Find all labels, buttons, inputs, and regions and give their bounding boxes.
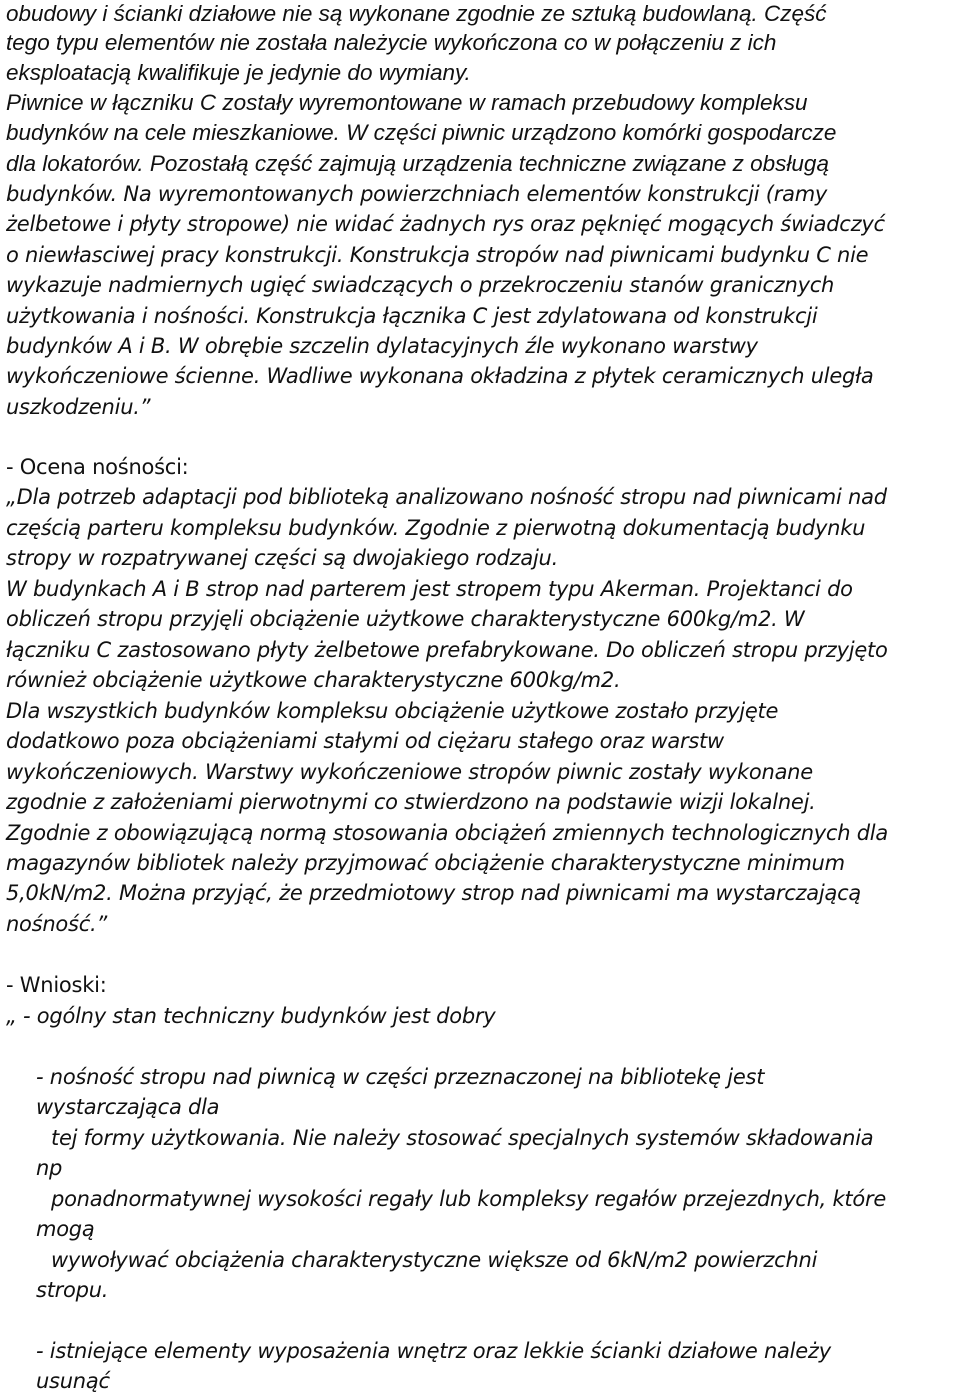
text-line: ponadnormatywnej wysokości regały lub kompleksy regałów przejezdnych, które: [51, 1187, 887, 1211]
text-line: budynków A i B. W obrębie szczelin dylatacyjnych źle wykonano warstwy: [6, 334, 758, 358]
text-line: również obciążenie użytkowe charakterystyczne 600kg/m2.: [6, 668, 621, 692]
text-line: obudowy i ścianki działowe nie są wykonane zgodnie ze sztuką budowlaną. Część: [6, 1, 827, 26]
text-line: Dla wszystkich budynków kompleksu obciążenie użytkowe zostało przyjęte: [6, 699, 779, 723]
text-line: nośność.”: [6, 912, 108, 936]
text-line: wykończeniowe ścienne. Wadliwe wykonana okładzina z płytek ceramicznych uległa: [6, 364, 874, 388]
text-line: Piwnice w łączniku C zostały wyremontowane w ramach przebudowy kompleksu: [6, 90, 808, 115]
text-line: eksploatacją kwalifikuje je jedynie do wymiany.: [6, 60, 471, 85]
text-line: wykończeniowych. Warstwy wykończeniowe stropów piwnic zostały wykonane: [6, 760, 813, 784]
text-line: wystarczająca dla: [36, 1095, 220, 1119]
text-line: np: [36, 1156, 63, 1180]
text-line: uszkodzeniu.”: [6, 395, 151, 419]
text-line: zgodnie z założeniami pierwotnymi co stwierdzono na podstawie wizji lokalnej.: [6, 790, 816, 814]
text-line: budynków na cele mieszkaniowe. W części piwnic urządzono komórki gospodarcze: [6, 120, 837, 145]
conclusion-item: „ - ogólny stan techniczny budynków jest dobry: [6, 1004, 496, 1028]
text-line: stropu.: [36, 1278, 109, 1302]
text-line: częścią parteru kompleksu budynków. Zgodnie z pierwotną dokumentacją budynku: [6, 516, 866, 540]
section-heading-load-assessment: - Ocena nośności:: [6, 455, 189, 479]
text-line: wykazuje nadmiernych ugięć swiadczących o przekroczeniu stanów granicznych: [6, 273, 835, 297]
text-line: tego typu elementów nie została należycie wykończona co w połączeniu z ich: [6, 30, 777, 55]
text-line: żelbetowe i płyty stropowe) nie widać żadnych rys oraz pęknięć mogących świadczyć: [6, 212, 885, 236]
text-line: dodatkowo poza obciążeniami stałymi od ciężaru stałego oraz warstw: [6, 729, 724, 753]
text-line: tej formy użytkowania. Nie należy stosować specjalnych systemów składowania: [51, 1126, 874, 1150]
text-line: budynków. Na wyremontowanych powierzchniach elementów konstrukcji (ramy: [6, 182, 828, 206]
text-line: magazynów bibliotek należy przyjmować obciążenie charakterystyczne minimum: [6, 851, 845, 875]
text-line: wywoływać obciążenia charakterystyczne większe od 6kN/m2 powierzchni: [51, 1248, 818, 1272]
text-line: mogą: [36, 1217, 95, 1241]
text-line: Zgodnie z obowiązującą normą stosowania obciążeń zmiennych technologicznych dla: [6, 821, 888, 845]
text-line: obliczeń stropu przyjęli obciążenie użytkowe charakterystyczne 600kg/m2. W: [6, 607, 805, 631]
text-line: „Dla potrzeb adaptacji pod biblioteką analizowano nośność stropu nad piwnicami nad: [6, 485, 887, 509]
conclusion-item: - nośność stropu nad piwnicą w części przeznaczonej na bibliotekę jest: [36, 1065, 765, 1089]
section-heading-conclusions: - Wnioski:: [6, 973, 107, 997]
conclusion-item: - istniejące elementy wyposażenia wnętrz oraz lekkie ścianki działowe należy: [36, 1339, 831, 1363]
text-line: łączniku C zastosowano płyty żelbetowe prefabrykowane. Do obliczeń stropu przyjęto: [6, 638, 888, 662]
text-line: 5,0kN/m2. Można przyjąć, że przedmiotowy strop nad piwnicami ma wystarczającą: [6, 881, 862, 905]
text-line: dla lokatorów. Pozostałą część zajmują urządzenia techniczne związane z obsługą: [6, 151, 829, 176]
text-line: stropy w rozpatrywanej części są dwojakiego rodzaju.: [6, 546, 559, 570]
text-line: W budynkach A i B strop nad parterem jest stropem typu Akerman. Projektanci do: [6, 577, 853, 601]
text-line: o niewłasciwej pracy konstrukcji. Konstrukcja stropów nad piwnicami budynku C nie: [6, 243, 869, 267]
text-line: użytkowania i nośności. Konstrukcja łącznika C jest zdylatowana od konstrukcji: [6, 304, 818, 328]
text-line: usunąć: [36, 1369, 110, 1393]
